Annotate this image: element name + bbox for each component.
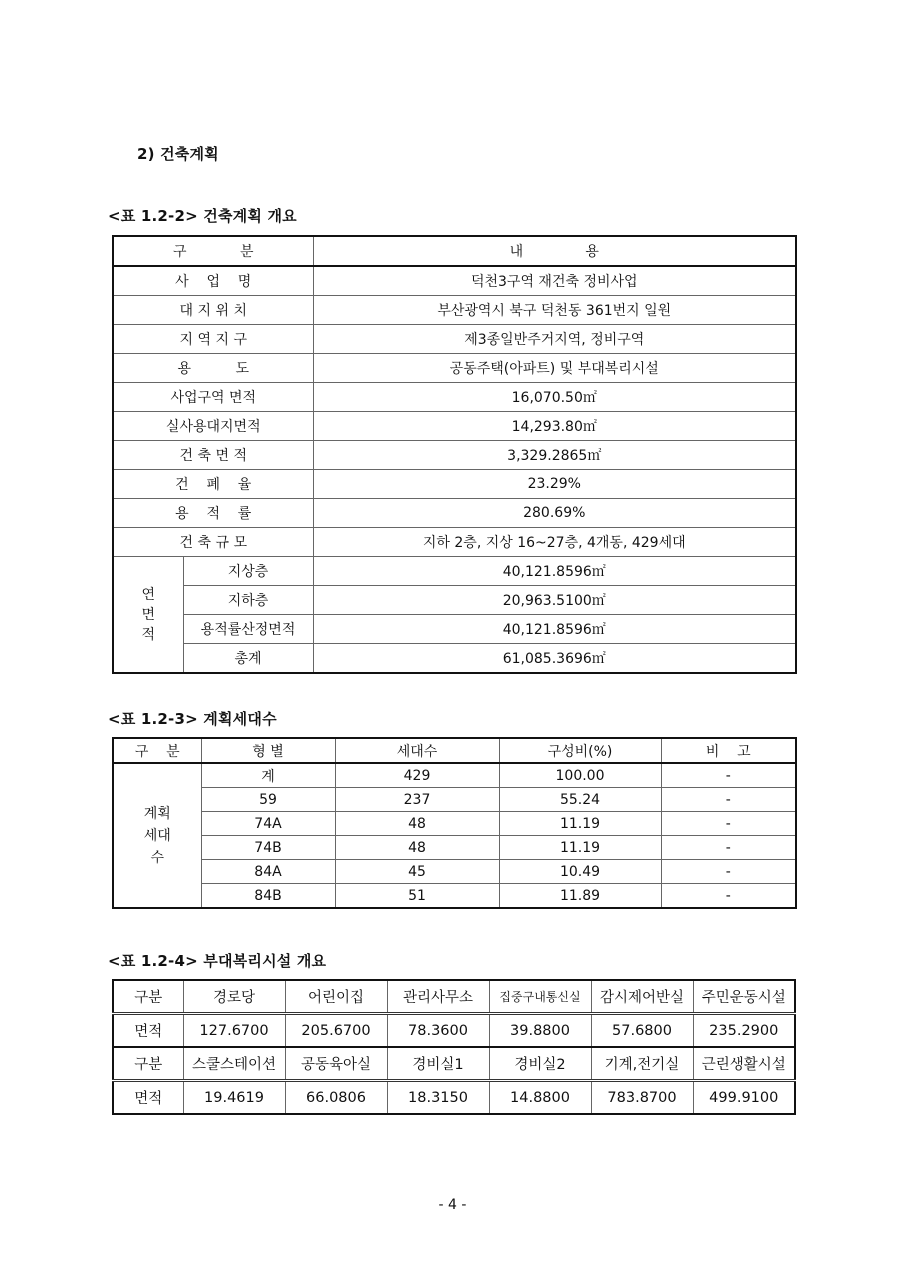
row-value: 40,121.8596㎡ xyxy=(313,557,796,586)
row-value: 61,085.3696㎡ xyxy=(313,644,796,674)
row-label: 총계 xyxy=(183,644,313,674)
row-label: 건 축 규 모 xyxy=(113,528,313,557)
table-row xyxy=(113,812,796,836)
cell-type: 74B xyxy=(201,836,335,860)
cell-units: 237 xyxy=(335,788,499,812)
group-label: 계획 세대수 xyxy=(113,763,201,908)
facility-area: 57.6800 xyxy=(591,1014,693,1048)
facility-name: 감시제어반실 xyxy=(591,980,693,1014)
facility-name: 근린생활시설 xyxy=(693,1047,795,1081)
table-header-row xyxy=(113,236,796,266)
row-label: 구분 xyxy=(113,980,183,1014)
cell-note: - xyxy=(661,836,796,860)
table-row xyxy=(113,470,796,499)
row-label: 용 도 xyxy=(113,354,313,383)
table-row xyxy=(113,644,796,674)
table-row xyxy=(113,354,796,383)
cell-type: 84B xyxy=(201,884,335,909)
facility-area: 783.8700 xyxy=(591,1081,693,1115)
cell-note: - xyxy=(661,763,796,788)
row-value: 덕천3구역 재건축 정비사업 xyxy=(313,266,796,296)
header-ratio: 구성비(%) xyxy=(499,738,661,763)
cell-note: - xyxy=(661,860,796,884)
table-row xyxy=(113,586,796,615)
cell-type: 계 xyxy=(201,763,335,788)
cell-ratio: 11.19 xyxy=(499,836,661,860)
table-row xyxy=(113,1081,795,1115)
row-label: 용적률산정면적 xyxy=(183,615,313,644)
header-content: 내 용 xyxy=(313,236,796,266)
table-row xyxy=(113,763,796,788)
row-value: 제3종일반주거지역, 정비구역 xyxy=(313,325,796,354)
row-label: 지 역 지 구 xyxy=(113,325,313,354)
cell-note: - xyxy=(661,812,796,836)
cell-ratio: 55.24 xyxy=(499,788,661,812)
table-row xyxy=(113,412,796,441)
row-label: 실사용대지면적 xyxy=(113,412,313,441)
row-value: 16,070.50㎡ xyxy=(313,383,796,412)
table-row xyxy=(113,980,795,1014)
table-row xyxy=(113,836,796,860)
row-value: 공동주택(아파트) 및 부대복리시설 xyxy=(313,354,796,383)
table-header-row xyxy=(113,738,796,763)
row-label: 용 적 률 xyxy=(113,499,313,528)
table-row xyxy=(113,860,796,884)
facility-area: 19.4619 xyxy=(183,1081,285,1115)
cell-type: 59 xyxy=(201,788,335,812)
cell-note: - xyxy=(661,788,796,812)
cell-ratio: 10.49 xyxy=(499,860,661,884)
facility-name: 경비실1 xyxy=(387,1047,489,1081)
household-plan-table xyxy=(112,737,797,909)
facility-area: 18.3150 xyxy=(387,1081,489,1115)
cell-type: 84A xyxy=(201,860,335,884)
cell-units: 48 xyxy=(335,836,499,860)
area-group-label: 연 면 적 xyxy=(113,557,183,674)
section-title: 2) 건축계획 xyxy=(137,145,219,163)
table-row xyxy=(113,528,796,557)
cell-units: 48 xyxy=(335,812,499,836)
header-category: 구 분 xyxy=(113,236,313,266)
cell-ratio: 100.00 xyxy=(499,763,661,788)
row-value: 20,963.5100㎡ xyxy=(313,586,796,615)
table-row xyxy=(113,557,796,586)
row-label: 면적 xyxy=(113,1014,183,1048)
table3-caption: <표 1.2-3> 계획세대수 xyxy=(108,710,277,728)
facility-area: 66.0806 xyxy=(285,1081,387,1115)
table4-caption: <표 1.2-4> 부대복리시설 개요 xyxy=(108,952,327,970)
table-row xyxy=(113,884,796,909)
header-type: 형 별 xyxy=(201,738,335,763)
facility-area: 127.6700 xyxy=(183,1014,285,1048)
facility-name: 경로당 xyxy=(183,980,285,1014)
row-label: 지상층 xyxy=(183,557,313,586)
facility-name: 스쿨스테이션 xyxy=(183,1047,285,1081)
cell-ratio: 11.89 xyxy=(499,884,661,909)
facility-name: 경비실2 xyxy=(489,1047,591,1081)
row-label: 지하층 xyxy=(183,586,313,615)
header-category: 구 분 xyxy=(113,738,201,763)
facility-area: 14.8800 xyxy=(489,1081,591,1115)
cell-units: 45 xyxy=(335,860,499,884)
page-number: - 4 - xyxy=(438,1197,467,1213)
row-label: 면적 xyxy=(113,1081,183,1115)
row-label: 대 지 위 치 xyxy=(113,296,313,325)
table-row xyxy=(113,296,796,325)
table-row xyxy=(113,325,796,354)
header-note: 비 고 xyxy=(661,738,796,763)
row-value: 280.69% xyxy=(313,499,796,528)
table2-caption: <표 1.2-2> 건축계획 개요 xyxy=(108,207,297,225)
row-value: 3,329.2865㎡ xyxy=(313,441,796,470)
row-label: 건 축 면 적 xyxy=(113,441,313,470)
facility-area: 78.3600 xyxy=(387,1014,489,1048)
table-row xyxy=(113,266,796,296)
row-value: 지하 2층, 지상 16~27층, 4개동, 429세대 xyxy=(313,528,796,557)
welfare-facility-table xyxy=(112,979,796,1115)
facility-name: 공동육아실 xyxy=(285,1047,387,1081)
table-row xyxy=(113,441,796,470)
facility-name: 집중구내통신실 xyxy=(489,980,591,1014)
cell-type: 74A xyxy=(201,812,335,836)
header-units: 세대수 xyxy=(335,738,499,763)
row-label: 건 폐 율 xyxy=(113,470,313,499)
row-value: 23.29% xyxy=(313,470,796,499)
row-value: 40,121.8596㎡ xyxy=(313,615,796,644)
row-value: 14,293.80㎡ xyxy=(313,412,796,441)
table-row xyxy=(113,499,796,528)
cell-units: 51 xyxy=(335,884,499,909)
facility-area: 499.9100 xyxy=(693,1081,795,1115)
building-plan-table xyxy=(112,235,797,674)
cell-note: - xyxy=(661,884,796,909)
row-label: 구분 xyxy=(113,1047,183,1081)
table-row xyxy=(113,788,796,812)
cell-units: 429 xyxy=(335,763,499,788)
facility-area: 39.8800 xyxy=(489,1014,591,1048)
cell-ratio: 11.19 xyxy=(499,812,661,836)
row-label: 사업구역 면적 xyxy=(113,383,313,412)
row-value: 부산광역시 북구 덕천동 361번지 일원 xyxy=(313,296,796,325)
table-row xyxy=(113,1014,795,1048)
table-row xyxy=(113,615,796,644)
row-label: 사 업 명 xyxy=(113,266,313,296)
facility-name: 기계,전기실 xyxy=(591,1047,693,1081)
table-row xyxy=(113,383,796,412)
facility-area: 205.6700 xyxy=(285,1014,387,1048)
facility-name: 주민운동시설 xyxy=(693,980,795,1014)
facility-name: 어린이집 xyxy=(285,980,387,1014)
facility-name: 관리사무소 xyxy=(387,980,489,1014)
table-row xyxy=(113,1047,795,1081)
facility-area: 235.2900 xyxy=(693,1014,795,1048)
